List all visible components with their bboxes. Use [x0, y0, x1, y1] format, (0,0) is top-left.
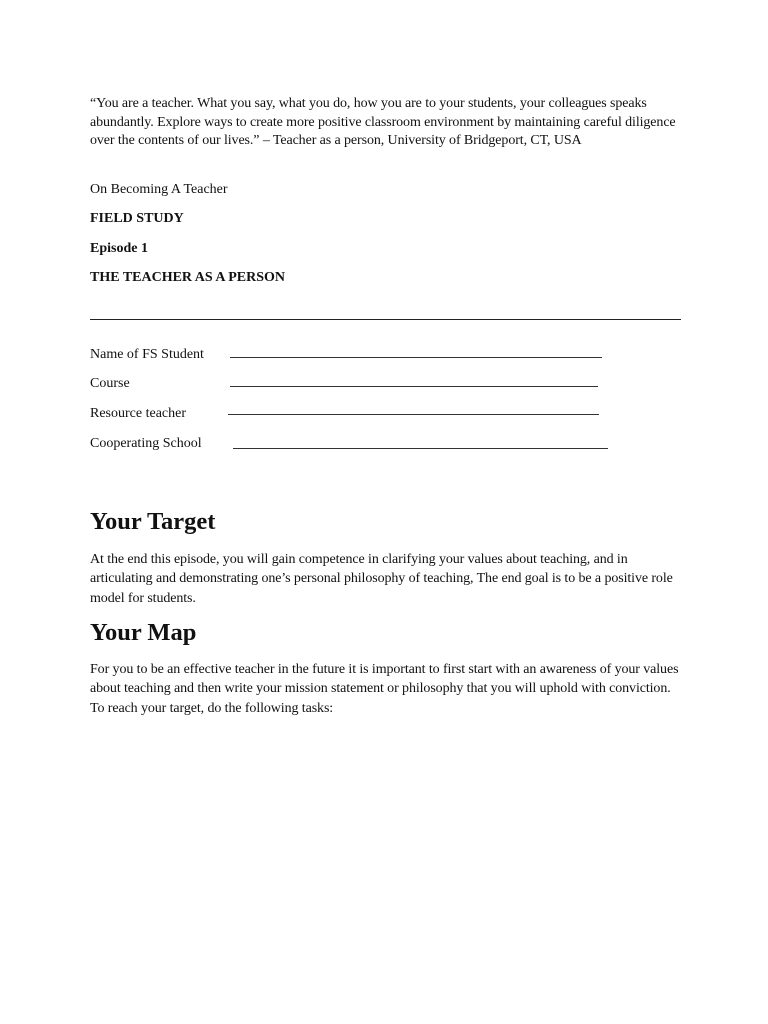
map-heading: Your Map — [90, 619, 197, 646]
cooperating-school-blank[interactable] — [233, 448, 608, 449]
episode-number: Episode 1 — [90, 241, 148, 256]
resource-teacher-label: Resource teacher — [90, 406, 186, 421]
target-heading: Your Target — [90, 508, 216, 535]
opening-quote: “You are a teacher. What you say, what you do, how you are to your students, your colleagues speaks abundantly. Explore ways to create more positive classroom environment by maintaining careful diligence over the contents of our lives.” – Teacher as a person, University of Bridgeport, CT, USA — [90, 96, 676, 149]
course-label: Course — [90, 376, 130, 391]
student-name-blank[interactable] — [230, 357, 602, 358]
episode-title: THE TEACHER AS A PERSON — [90, 270, 286, 285]
document-subtitle: On Becoming A Teacher — [90, 182, 228, 197]
field-study-title: FIELD STUDY — [90, 211, 184, 226]
student-name-label: Name of FS Student — [90, 347, 204, 362]
section-divider — [90, 319, 681, 320]
course-blank[interactable] — [230, 386, 598, 387]
target-paragraph: At the end this episode, you will gain competence in clarifying your values about teaching, and in articulating and demonstrating one’s personal philosophy of teaching, The end goal is to be a positive role model for students. — [90, 552, 673, 606]
map-paragraph: For you to be an effective teacher in the future it is important to first start with an awareness of your values about teaching and then write your mission statement or philosophy that you will uphold with conviction. To reach your target, do the following tasks: — [90, 662, 679, 716]
resource-teacher-blank[interactable] — [228, 414, 599, 415]
cooperating-school-label: Cooperating School — [90, 436, 202, 451]
